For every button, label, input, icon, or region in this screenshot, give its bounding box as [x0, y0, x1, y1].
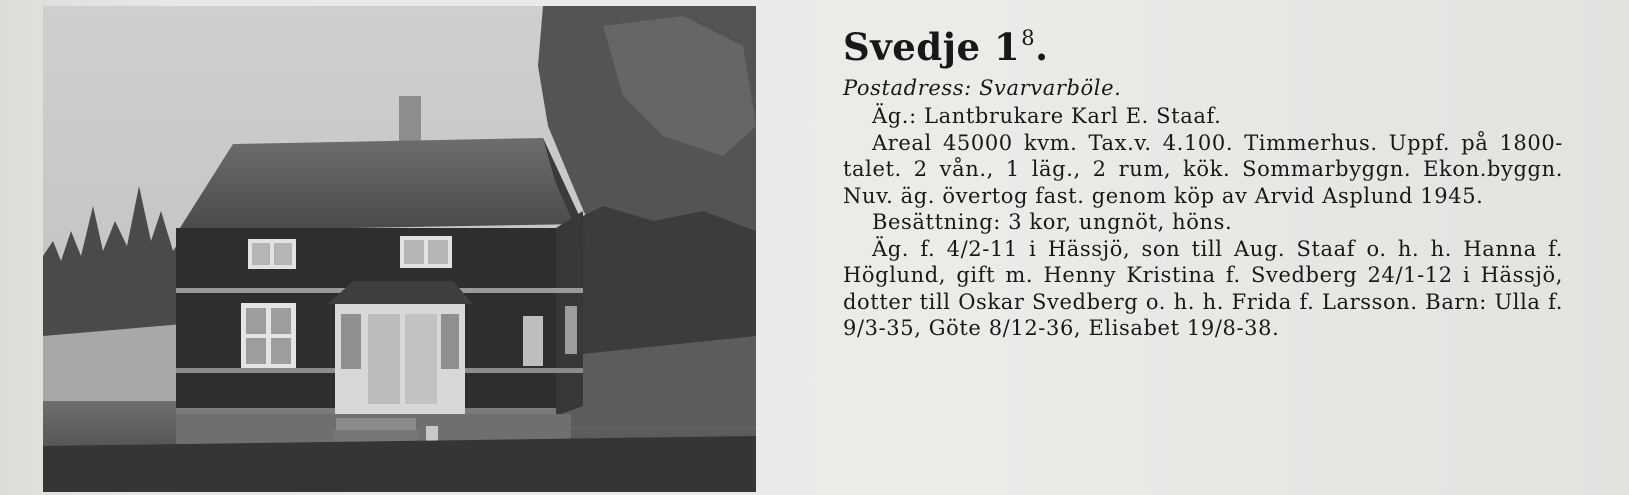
farmhouse-photo: [43, 6, 756, 492]
property-title: [843, 12, 1563, 73]
family-description: Äg. f. 4/2-11 i Hässjö, son till Aug. Staaf o. h. h. Hanna f. Höglund, gift m. Henny Kristina f. Svedberg 24/1-12 i Hässjö, dotter till Oskar Svedberg o. h. h. Frida f. Larsson. Barn: Ulla f. 9/3-35, Göte 8/12-36, Elisabet 19/8-38.: [843, 236, 1563, 340]
title-period: .: [1035, 25, 1049, 69]
owner-line: Äg.: Lantbrukare Karl E. Staaf.: [872, 104, 1222, 128]
property-description: Areal 45000 kvm. Tax.v. 4.100. Timmerhus. Uppf. på 1800-talet. 2 vån., 1 läg., 2 rum, kök. Sommarbyggn. Ekon.byggn. Nuv. äg. övertog fast. genom köp av Arvid Asplund 1945.: [843, 130, 1563, 208]
title-text: Svedje 1: [843, 25, 1021, 69]
postal-address: Postadress: Svarvarböle.: [843, 76, 1122, 100]
livestock-line: Besättning: 3 kor, ungnöt, höns.: [872, 210, 1233, 234]
property-entry: [843, 12, 1563, 342]
title-superscript: 8: [1021, 26, 1036, 50]
